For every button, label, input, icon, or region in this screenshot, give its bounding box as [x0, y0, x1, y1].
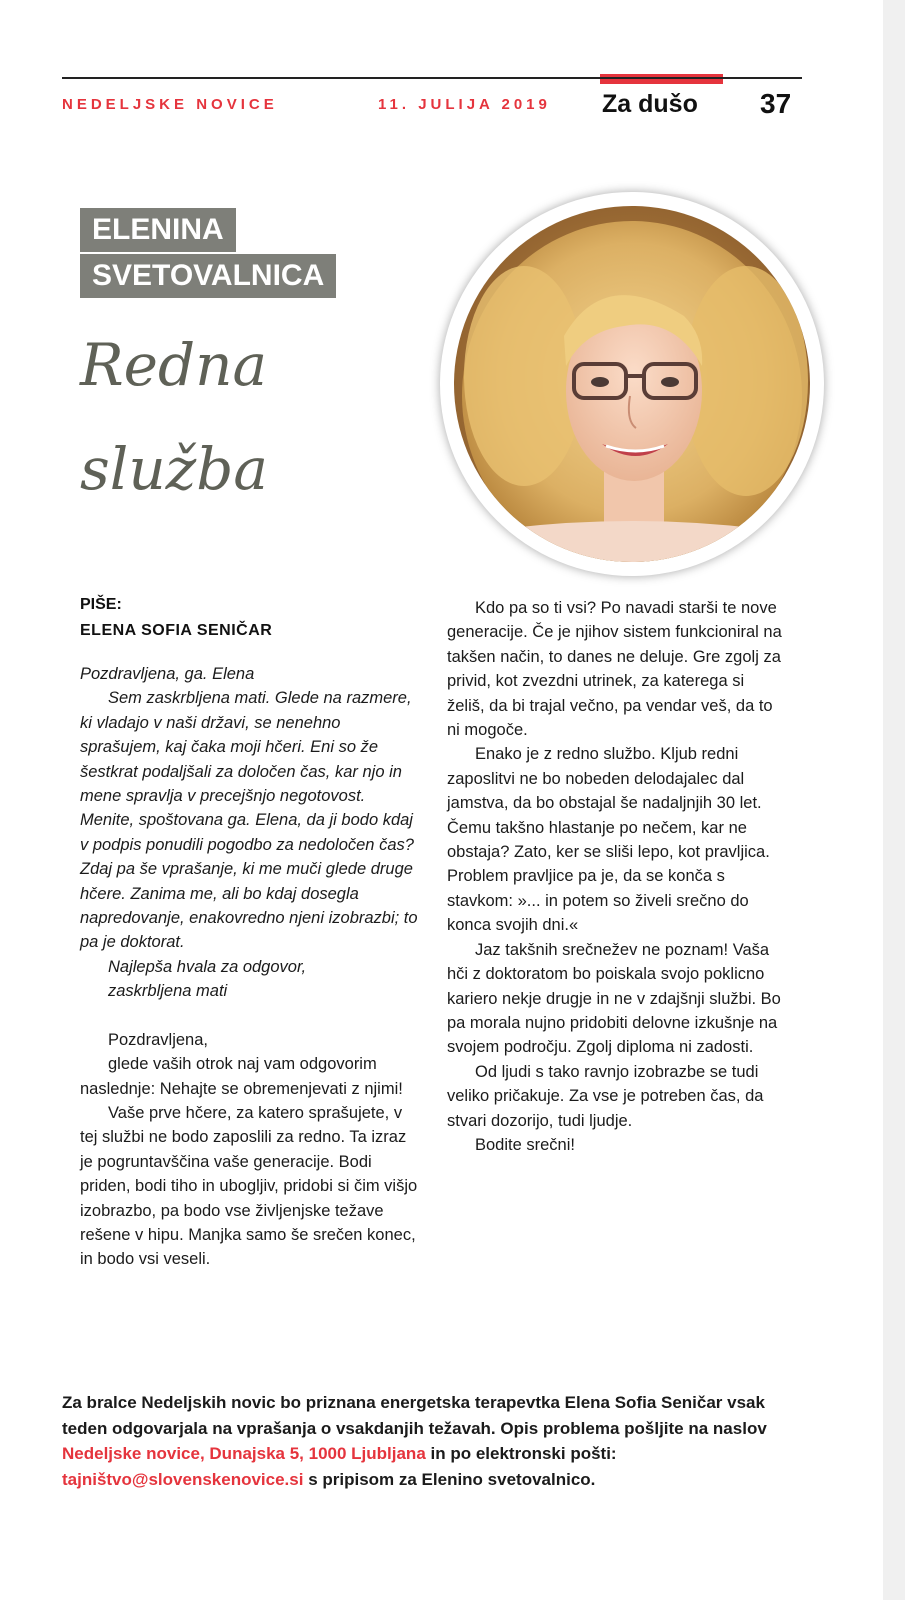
answer-closing: Bodite srečni! [475, 1135, 575, 1154]
issue-date: 11. JULIJA 2019 [378, 96, 551, 113]
byline-label: PIŠE: [80, 596, 122, 613]
portrait-image [454, 206, 810, 562]
answer-greeting: Pozdravljena, [108, 1030, 208, 1049]
answer-paragraph-4: Enako je z redno službo. Kljub redni zaposlitvi ne bo nobeden delodajalec dal jamstva, da bo obstajal še nadaljnjih 30 let. Čemu takšno hlastanje po nečem, kar ne obstaja? Zato, ker se sliši lepo, kot pravljica. Problem pravljice pa je, da se konča s stavkom: »... in potem so živeli srečno do konca svojih dni.« [447, 745, 770, 935]
footer-text-2: in po elektronski pošti: [430, 1444, 617, 1463]
byline-author: ELENA SOFIA SENIČAR [80, 622, 273, 639]
article-title-line2: služba [80, 435, 268, 503]
column-name-line2: SVETOVALNICA [80, 254, 336, 298]
letter-greeting: Pozdravljena, ga. Elena [80, 665, 255, 683]
reader-letter [80, 662, 420, 1004]
page-edge [883, 0, 905, 1600]
answer-paragraph-6: Od ljudi s tako ravnjo izobrazbe se tudi veliko pričakuje. Za vse je potreben čas, da stvari dozorijo, tudi ljudje. [447, 1062, 764, 1130]
header-rule [62, 77, 802, 79]
letter-body: Sem zaskrbljena mati. Glede na razmere, ki vladajo v naši državi, se nenehno sprašujem, kaj čaka moji hčeri. Eni so že šestkrat podaljšali za določen čas, kar njo in mene spravlja v precejšnjo negotovost. Menite, spoštovana ga. Elena, da ji bodo kdaj v podpis ponudili pogodbo za nedoločen čas? Zdaj pa še vprašanje, ki me muči glede druge hčere. Zanima me, ali bo kdaj dosegla napredovanje, enakovredno njeni izobrazbi; to pa je doktorat. [80, 689, 418, 952]
section-title: Za dušo [602, 90, 698, 118]
letter-closing: Najlepša hvala za odgovor, [108, 957, 307, 976]
author-portrait [440, 192, 824, 576]
letter-signature: zaskrbljena mati [108, 982, 228, 1001]
postal-address: Nedeljske novice, Dunajska 5, 1000 Ljubljana [62, 1444, 426, 1463]
footer-text-1: Za bralce Nedeljskih novic bo priznana energetska terapevtka Elena Sofia Seničar vsak teden odgovarjala na vprašanja o vsakdanjih težavah. Opis problema pošljite na naslov [62, 1393, 767, 1438]
contact-email[interactable]: tajništvo@slovenskenovice.si [62, 1469, 304, 1489]
article-title-line1: Redna [80, 331, 268, 399]
page-number: 37 [760, 88, 792, 119]
answer-paragraph-1: glede vaših otrok naj vam odgovorim naslednje: Nehajte se obremenjevati z njimi! [80, 1055, 403, 1098]
answer-paragraph-5: Jaz takšnih srečnežev ne poznam! Vaša hči z doktoratom bo poiskala svojo poklicno kariero nekje drugje in ne v zdajšnji službi. Bo pa morala nujno pridobiti delovne izkušnje na svojem področju. Zgolj diploma ni zadosti. [447, 940, 781, 1057]
answer-paragraph-3: Kdo pa so ti vsi? Po navadi starši te nove generacije. Če je njihov sistem funkcioniral na takšen način, to danes ne deluje. Gre zgolj za privid, kot zvezdni utrinek, za katerega si želiš, da bi trajal večno, pa vendar veš, da to ni mogoče. [447, 599, 782, 740]
answer-paragraph-2: Vaše prve hčere, za katero sprašujete, v tej službi ne bodo zaposlili za redno. Ta izraz je pogruntavščina vaše generacije. Bodi priden, bodi tiho in ubogljiv, pridobi si čim višjo izobrazbo, pa bodo vse življenjske težave rešene v hipu. Manjka samo še srečen konec, in bodo vsi veseli. [80, 1103, 418, 1269]
submission-info [62, 1390, 802, 1492]
article-right-column [447, 596, 785, 1157]
article-left-column [80, 662, 420, 1272]
footer-text-3: s pripisom za Elenino svetovalnico. [308, 1469, 596, 1489]
publication-name: NEDELJSKE NOVICE [62, 96, 278, 113]
column-name-line1: ELENINA [80, 208, 236, 252]
section-accent-bar [600, 74, 723, 84]
